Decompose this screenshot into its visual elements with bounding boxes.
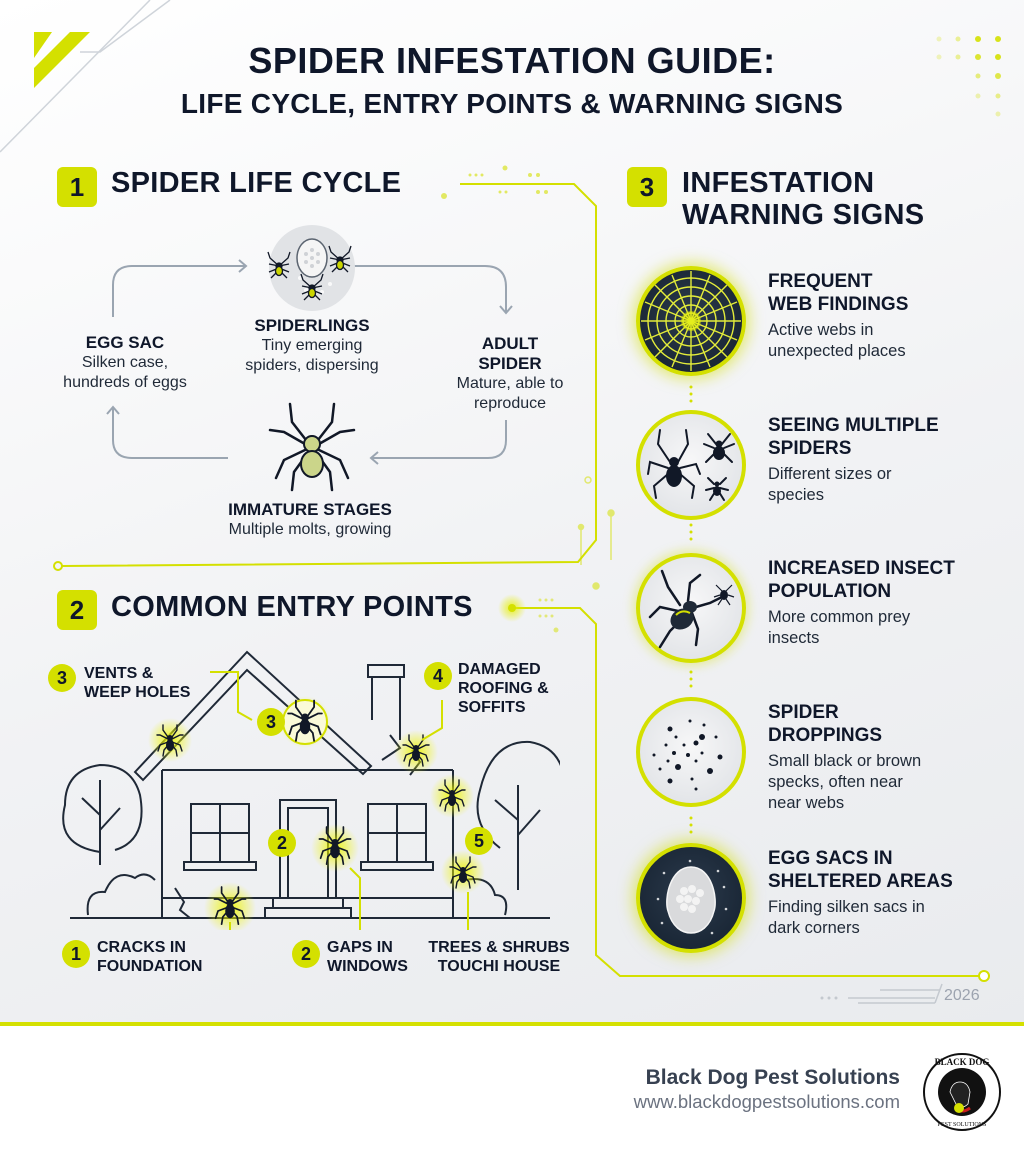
- stage-desc: Silken case,: [81, 354, 169, 371]
- entry-label-line: DAMAGED: [458, 661, 541, 678]
- warning-text: [768, 557, 1018, 649]
- company-url[interactable]: www.blackdogpestsolutions.com: [633, 1091, 900, 1112]
- warning-desc: Small black or brown: [768, 752, 922, 770]
- company-logo: [922, 1052, 1002, 1132]
- section-number-badge: 3: [627, 167, 667, 207]
- entry-label-vents: [84, 664, 190, 702]
- entry-label-line: WEEP HOLES: [84, 684, 191, 701]
- stage-adult-spider: [430, 334, 590, 414]
- accent-divider: [0, 1022, 1024, 1026]
- stage-spiderlings: [212, 316, 412, 376]
- stage-title: SPIDERLINGS: [254, 316, 370, 335]
- stage-egg-sac: [40, 333, 210, 393]
- section-title-line: INFESTATION: [682, 167, 875, 199]
- warning-title: SPIDERS: [768, 438, 852, 459]
- warning-title: EGG SACS IN: [768, 848, 893, 869]
- entry-label-line: TREES & SHRUBS: [428, 939, 570, 956]
- stage-desc: Tiny emerging: [261, 337, 363, 354]
- warning-desc: near webs: [768, 794, 845, 812]
- warning-title: WEB FINDINGS: [768, 294, 909, 315]
- warning-desc: dark corners: [768, 919, 860, 937]
- warning-desc: insects: [768, 629, 820, 647]
- entry-number-2: 2: [292, 940, 320, 968]
- section-title-warning-signs: [682, 168, 924, 232]
- stage-desc: reproduce: [473, 395, 547, 412]
- stage-immature: [190, 500, 430, 540]
- logo-bottom-text: PEST SOLUTIONS: [937, 1122, 987, 1128]
- warning-item-egg-sacs: [636, 843, 1016, 953]
- warning-item-multiple-spiders: [636, 410, 1016, 520]
- logo-top-text: BLACK DOG: [934, 1057, 990, 1067]
- spider-prey-icon: [636, 553, 746, 663]
- entry-label-windows: [327, 938, 408, 976]
- entry-number-3: 3: [48, 664, 76, 692]
- warning-title: SEEING MULTIPLE: [768, 415, 939, 436]
- warning-text: [768, 270, 1018, 362]
- house-marker-2: 2: [268, 829, 296, 857]
- section-title-life-cycle: SPIDER LIFE CYCLE: [111, 167, 402, 199]
- stage-desc: Multiple molts, growing: [228, 521, 392, 538]
- entry-label-line: GAPS IN: [327, 939, 393, 956]
- year-label: 2026: [944, 987, 980, 1004]
- entry-label-line: FOUNDATION: [97, 958, 203, 975]
- entry-label-line: VENTS &: [84, 665, 154, 682]
- multiple-spiders-icon: [636, 410, 746, 520]
- warning-item-webs: [636, 266, 1016, 376]
- section-number-badge: 2: [57, 590, 97, 630]
- stage-title: EGG SAC: [85, 333, 165, 352]
- warning-desc: specks, often near: [768, 773, 903, 791]
- section-number-badge: 1: [57, 167, 97, 207]
- page-title: SPIDER INFESTATION GUIDE:: [248, 40, 776, 81]
- droppings-icon: [636, 697, 746, 807]
- entry-label-line: SOFFITS: [458, 699, 526, 716]
- entry-label-line: CRACKS IN: [97, 939, 186, 956]
- warning-desc: species: [768, 486, 824, 504]
- stage-desc: hundreds of eggs: [63, 374, 187, 391]
- warning-desc: Active webs in: [768, 321, 874, 339]
- warning-desc: More common prey: [768, 608, 911, 626]
- warning-item-droppings: [636, 697, 1016, 812]
- warning-item-insects: [636, 553, 1016, 663]
- warning-title: SPIDER: [768, 702, 839, 723]
- egg-sac-icon: [636, 843, 746, 953]
- warning-desc: Different sizes or: [768, 465, 892, 483]
- entry-number-1: 1: [62, 940, 90, 968]
- stage-title: SPIDER: [478, 354, 542, 373]
- stage-desc: spiders, dispersing: [245, 357, 379, 374]
- immature-spider-icon: [262, 400, 362, 492]
- entry-number-4: 4: [424, 662, 452, 690]
- stage-desc: Mature, able to: [456, 375, 564, 392]
- spider-web-icon: [636, 266, 746, 376]
- warning-title: SHELTERED AREAS: [768, 871, 953, 892]
- stage-title: IMMATURE STAGES: [228, 500, 392, 519]
- page-subtitle: LIFE CYCLE, ENTRY POINTS & WARNING SIGNS: [180, 88, 844, 119]
- warning-text: [768, 847, 1018, 939]
- section-title-entry-points: COMMON ENTRY POINTS: [111, 591, 473, 623]
- spiderlings-icon: [262, 240, 362, 310]
- warning-desc: Finding silken sacs in: [768, 898, 925, 916]
- entry-label-line: WINDOWS: [327, 958, 408, 975]
- warning-text: [768, 701, 1018, 814]
- entry-label-trees: [424, 938, 574, 976]
- entry-label-roofing: [458, 660, 549, 717]
- section-title-line: WARNING SIGNS: [682, 198, 925, 231]
- entry-label-line: ROOFING &: [458, 680, 549, 697]
- warning-text: [768, 414, 1018, 506]
- house-marker-5: 5: [465, 827, 493, 855]
- entry-label-foundation: [97, 938, 202, 976]
- company-name: Black Dog Pest Solutions: [645, 1066, 900, 1089]
- warning-title: DROPPINGS: [768, 725, 883, 746]
- house-marker-3: 3: [257, 708, 285, 736]
- warning-title: INCREASED INSECT: [768, 558, 955, 579]
- warning-title: FREQUENT: [768, 271, 873, 292]
- warning-title: POPULATION: [768, 581, 892, 602]
- entry-label-line: TOUCHI HOUSE: [437, 958, 561, 975]
- stage-title: ADULT: [481, 334, 539, 353]
- warning-desc: unexpected places: [768, 342, 906, 360]
